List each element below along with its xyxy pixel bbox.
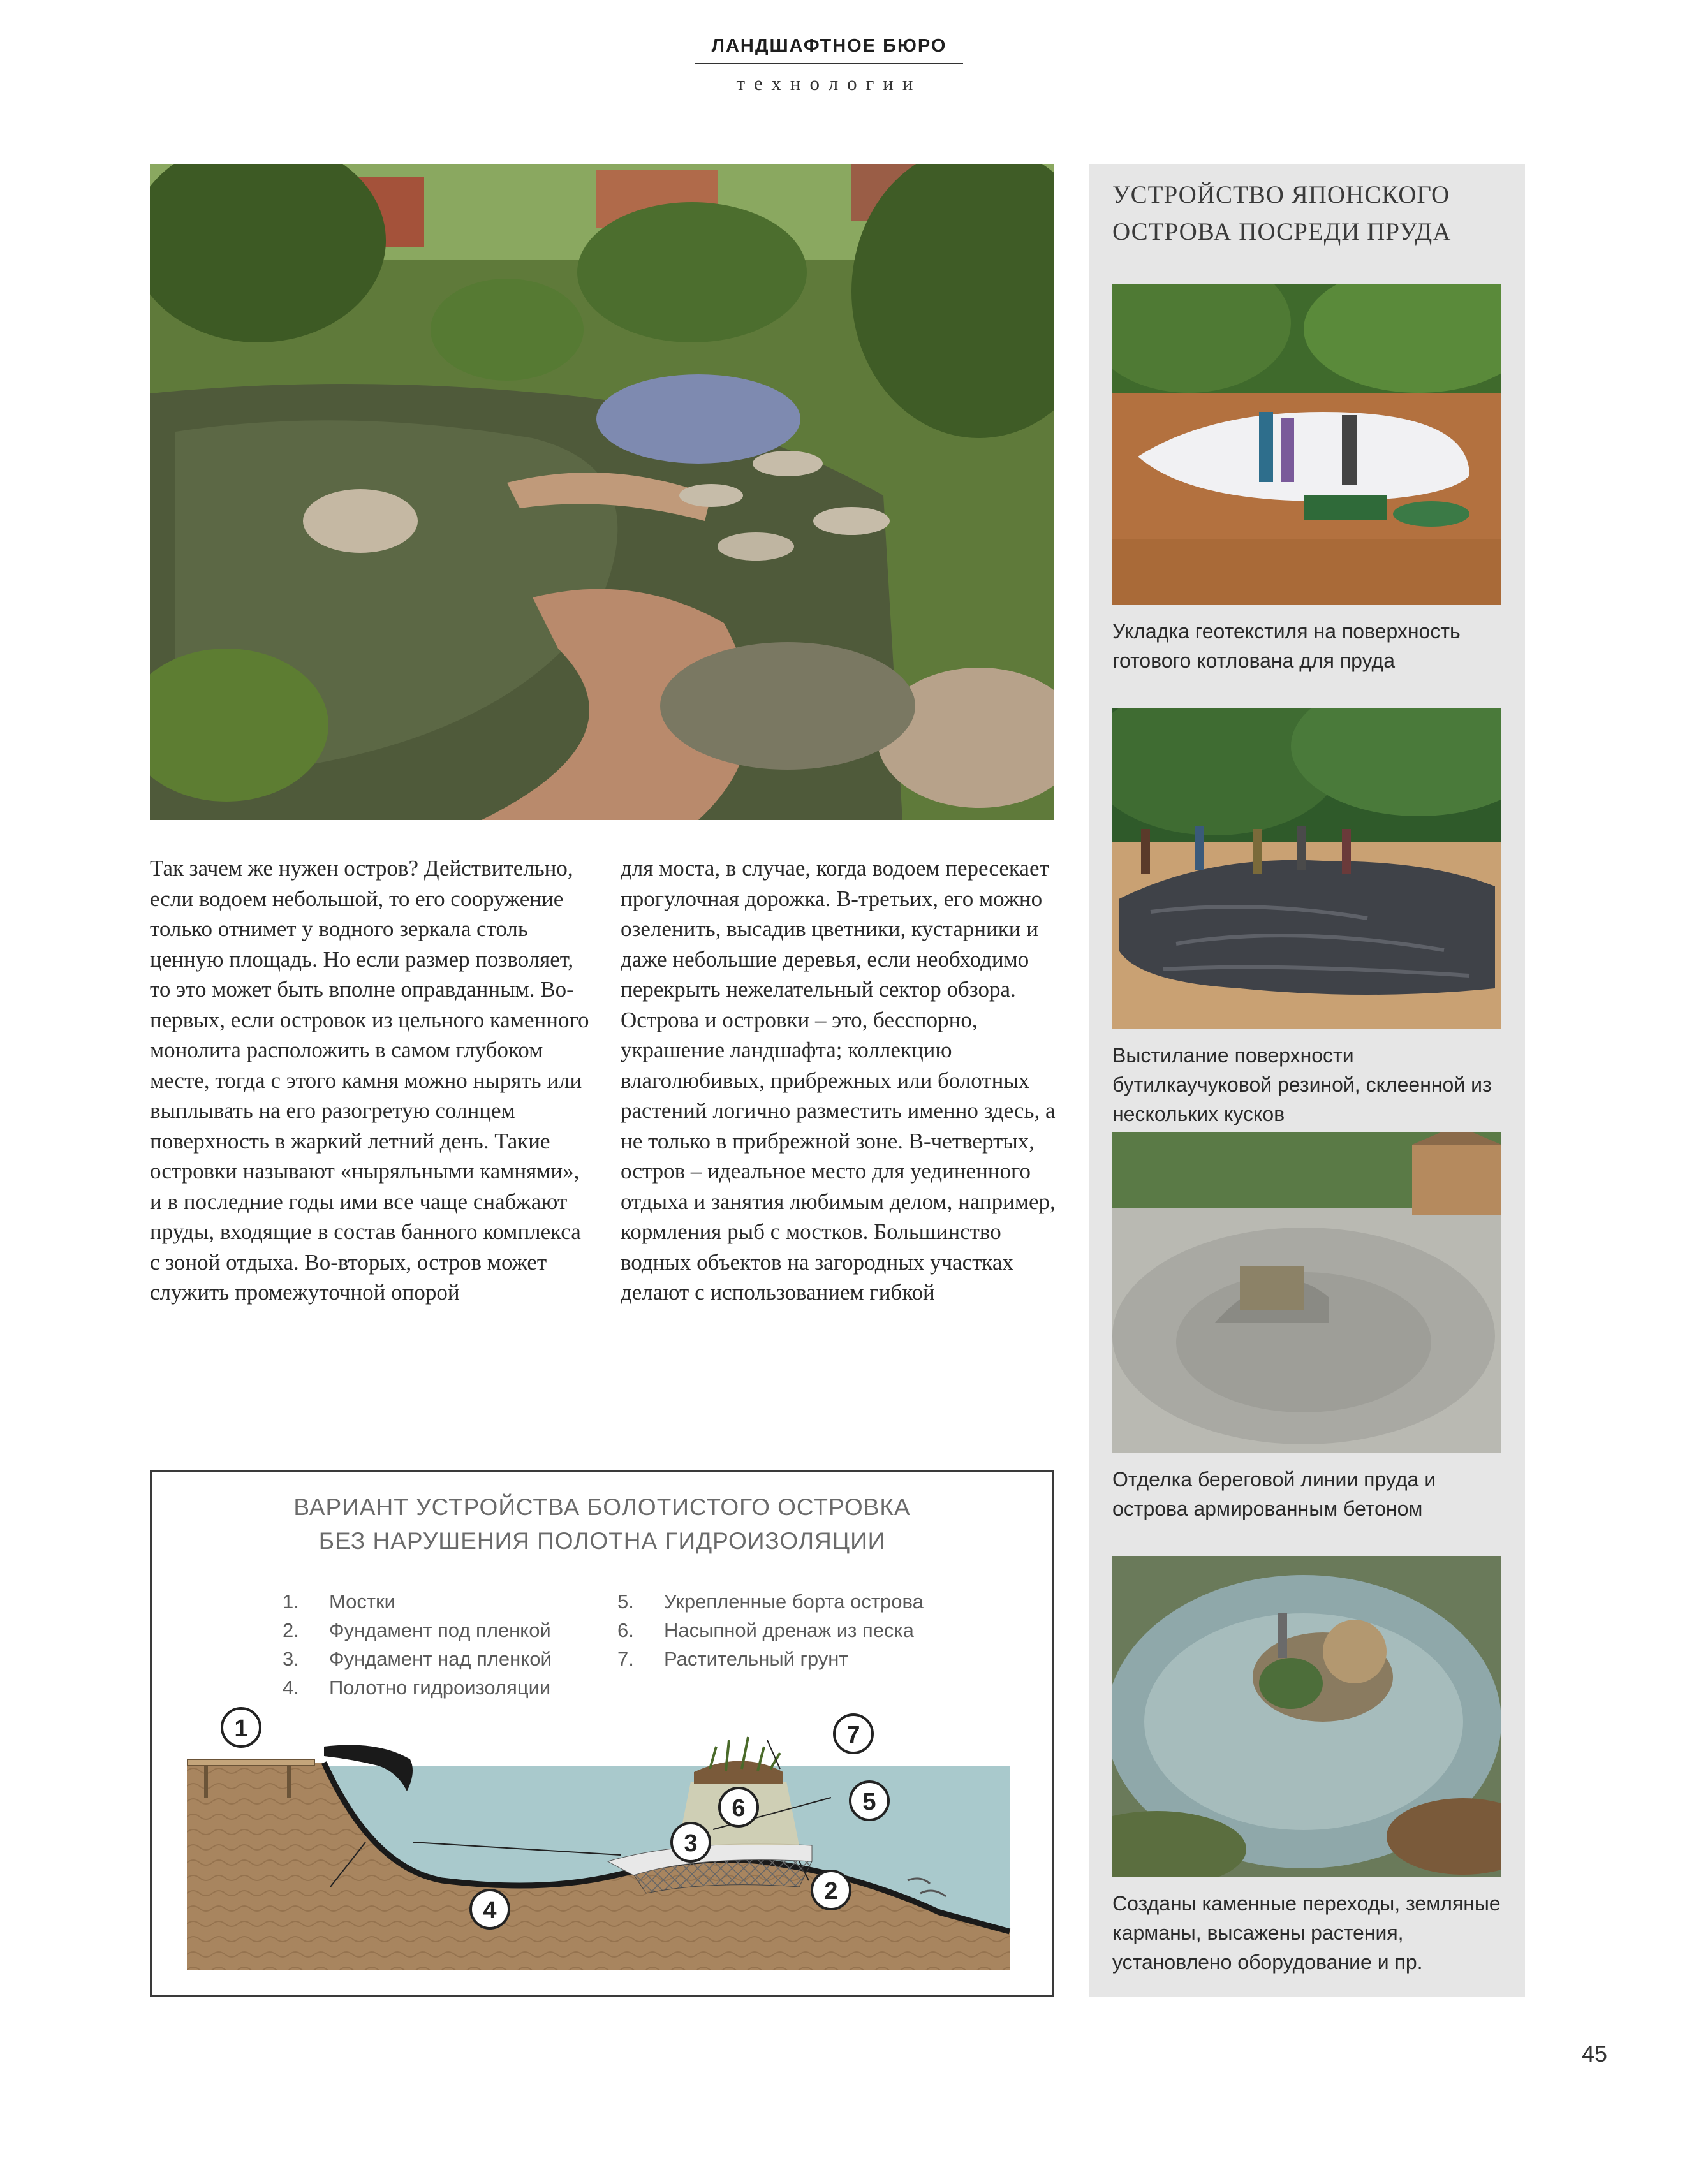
step-photo-concrete-shoreline xyxy=(1112,1132,1501,1453)
step-caption-3: Отделка береговой линии пруда и острова армированным бетоном xyxy=(1112,1468,1436,1520)
legend-number: 4. xyxy=(283,1676,299,1699)
step-photo-rubber-liner xyxy=(1112,708,1501,1029)
magazine-brand: ЛАНДШАФТНОЕ БЮРО xyxy=(695,36,963,64)
callout-number: 5 xyxy=(862,1789,876,1815)
legend-label: Укрепленные борта острова xyxy=(664,1590,924,1613)
callout-1 xyxy=(222,1708,260,1747)
article-column-1 xyxy=(150,853,596,1308)
article-text: Так зачем же нужен остров? Действительно, если водоем небольшой, то его сооружение только отнимет у водного зеркала столь ценную площадь. Но если размер позволяет, то это может быть вполне оправданным. Во-первых, если островок из цельного каменного монолита расположить в самом глубоком месте, тогда с этого камня можно нырять или выплывать на его разогретую солнцем поверхность в жаркий летний день. Такие островки называют «ныряльными камнями», и в последние годы ими все чаще снабжают пруды, входящие в состав банного комплекса с зоной отдыха. Во-вторых, остров может служить промежуточной опорой xyxy=(150,856,589,1305)
article-column-2 xyxy=(621,853,1067,1308)
legend-item xyxy=(283,1616,552,1645)
legend-label: Фундамент над пленкой xyxy=(329,1648,552,1670)
callout-3 xyxy=(672,1823,710,1861)
legend-label: Мостки xyxy=(329,1590,395,1613)
legend-item xyxy=(617,1587,924,1616)
callout-4 xyxy=(471,1890,509,1928)
diagram-title xyxy=(152,1490,1052,1558)
plant-soil xyxy=(694,1761,783,1784)
callout-2 xyxy=(812,1871,850,1909)
legend-item xyxy=(617,1645,924,1673)
sidebar-title: УСТРОЙСТВО ЯПОНСКОГО ОСТРОВА ПОСРЕДИ ПРУДА xyxy=(1112,181,1452,246)
legend-label: Растительный грунт xyxy=(664,1648,848,1670)
construction-steps-sidebar xyxy=(1089,164,1525,1997)
running-header xyxy=(695,36,963,95)
diagram-title-line: ВАРИАНТ УСТРОЙСТВА БОЛОТИСТОГО ОСТРОВКА xyxy=(293,1494,911,1520)
hero-photo-garden-pond xyxy=(150,164,1054,820)
legend-number: 3. xyxy=(283,1648,299,1670)
callout-number: 6 xyxy=(732,1795,746,1822)
callout-number: 1 xyxy=(234,1715,248,1742)
step-photo-geotextile xyxy=(1112,284,1501,605)
page-number: 45 xyxy=(1582,2041,1608,2067)
legend-number: 5. xyxy=(617,1590,634,1613)
legend-item xyxy=(283,1645,552,1673)
legend-item xyxy=(617,1616,924,1645)
legend-number: 6. xyxy=(617,1619,634,1641)
callout-number: 4 xyxy=(483,1897,497,1924)
legend-item xyxy=(283,1587,552,1616)
article-text: для моста, в случае, когда водоем пересекает прогулочная дорожка. В-третьих, его можно озеленить, высадив цветники, кустарники и даже небольшие деревья, если необходимо перекрыть нежелательный сектор обзора. Острова и островки – это, бесспорно, украшение ландшафта; коллекцию влаголюбивых, прибрежных или болотных растений логично разместить именно здесь, а не только в прибрежной зоне. В-четвертых, остров – идеальное место для уединенного отдыха и занятия любимым делом, например, кормления рыб с мостков. Большинство водных объектов на загородных участках делают с использованием гибкой xyxy=(621,856,1056,1305)
step-caption-2: Выстилание поверхности бутилкаучуковой резиной, склеенной из нескольких кусков xyxy=(1112,1044,1492,1125)
jetty-deck xyxy=(187,1759,314,1766)
callout-number: 7 xyxy=(846,1722,860,1748)
legend-label: Насыпной дренаж из песка xyxy=(664,1619,914,1641)
legend-label: Фундамент под пленкой xyxy=(329,1619,551,1641)
diagram-title-line: БЕЗ НАРУШЕНИЯ ПОЛОТНА ГИДРОИЗОЛЯЦИИ xyxy=(318,1528,886,1554)
callout-number: 2 xyxy=(824,1878,838,1905)
diagram-legend-right xyxy=(617,1587,924,1673)
legend-number: 2. xyxy=(283,1619,299,1641)
callout-7 xyxy=(834,1715,873,1753)
legend-number: 1. xyxy=(283,1590,299,1613)
step-caption-4: Созданы каменные переходы, земляные карманы, высажены растения, установлено оборудование и пр. xyxy=(1112,1892,1501,1974)
section-name: технологии xyxy=(736,72,922,94)
step-caption-1: Укладка геотекстиля на поверхность готового котлована для пруда xyxy=(1112,620,1461,672)
island-diagram-box xyxy=(150,1470,1054,1997)
diagram-legend-left xyxy=(283,1587,552,1702)
callout-number: 3 xyxy=(684,1830,698,1857)
legend-label: Полотно гидроизоляции xyxy=(329,1676,551,1699)
legend-item xyxy=(283,1673,552,1702)
step-photo-finished-island xyxy=(1112,1556,1501,1877)
legend-number: 7. xyxy=(617,1648,634,1670)
callout-5 xyxy=(850,1782,888,1820)
island-cross-section-drawing xyxy=(187,1702,1022,1976)
callout-6 xyxy=(719,1788,758,1826)
